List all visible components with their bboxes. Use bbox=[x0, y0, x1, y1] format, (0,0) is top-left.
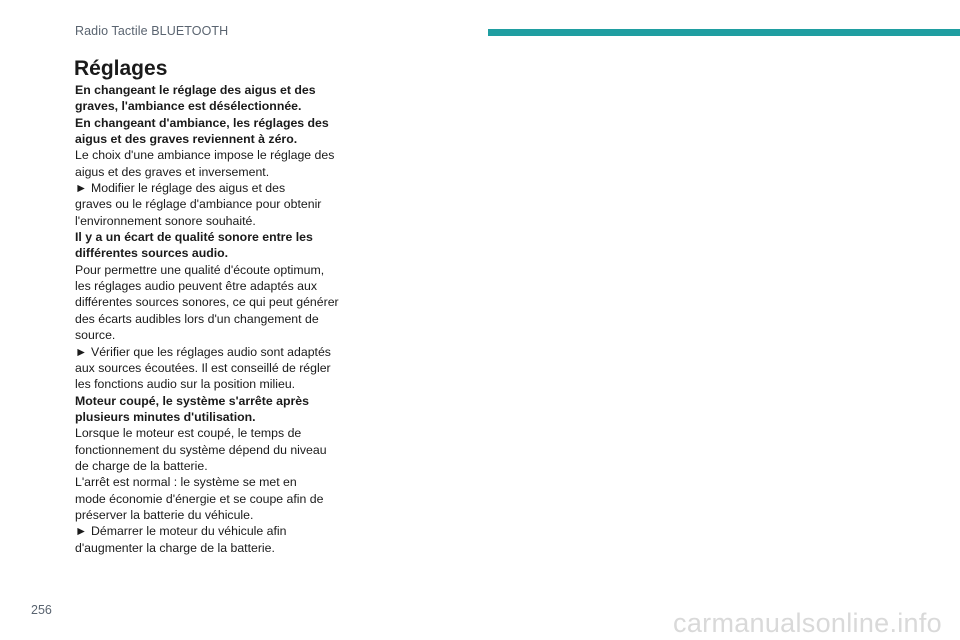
header-accent-bar bbox=[488, 29, 960, 36]
paragraph-text: Vérifier que les réglages audio sont adaptés aux sources écoutées. Il est conseillé de régler les fonctions audio sur la position milieu. bbox=[75, 344, 331, 392]
bold-paragraph bbox=[75, 115, 350, 148]
paragraph-text: Le choix d'une ambiance impose le réglage des aigus et des graves et inversement. bbox=[75, 148, 335, 179]
paragraph-text: Il y a un écart de qualité sonore entre les différentes sources audio. bbox=[75, 230, 313, 261]
paragraph bbox=[75, 474, 350, 523]
paragraph-text: Pour permettre une qualité d'écoute optimum, les réglages audio peuvent être adaptés aux différentes sources sonores, ce qui peut générer des écarts audibles lors d'un changement de source. bbox=[75, 262, 339, 343]
bullet-paragraph bbox=[75, 344, 350, 393]
watermark: carmanualsonline.info bbox=[673, 608, 942, 638]
arrow-bullet-icon: ► bbox=[75, 524, 88, 539]
bold-paragraph bbox=[75, 82, 350, 115]
bullet-paragraph bbox=[75, 180, 350, 229]
paragraph-text: Moteur coupé, le système s'arrête après plusieurs minutes d'utilisation. bbox=[75, 393, 309, 424]
paragraph bbox=[75, 425, 350, 474]
paragraph-text: Modifier le réglage des aigus et des graves ou le réglage d'ambiance pour obtenir l'environnement sonore souhaité. bbox=[75, 181, 322, 228]
bold-paragraph bbox=[75, 229, 350, 262]
arrow-bullet-icon: ► bbox=[75, 344, 88, 359]
running-header: Radio Tactile BLUETOOTH bbox=[75, 24, 229, 38]
paragraph-text: En changeant d'ambiance, les réglages des aigus et des graves reviennent à zéro. bbox=[75, 115, 329, 147]
paragraph-text: Démarrer le moteur du véhicule afin d'augmenter la charge de la batterie. bbox=[75, 524, 287, 555]
page-number: 256 bbox=[31, 603, 52, 617]
paragraph bbox=[75, 147, 350, 180]
arrow-bullet-icon: ► bbox=[75, 181, 88, 196]
section-title: Réglages bbox=[74, 57, 168, 80]
paragraph-text: Lorsque le moteur est coupé, le temps de fonctionnement du système dépend du niveau de charge de la batterie. bbox=[75, 426, 327, 473]
paragraph-text: En changeant le réglage des aigus et des graves, l'ambiance est désélectionnée. bbox=[75, 83, 316, 114]
body-text bbox=[75, 82, 350, 556]
paragraph-text: L'arrêt est normal : le système se met en mode économie d'énergie et se coupe afin de préserver la batterie du véhicule. bbox=[75, 475, 324, 522]
paragraph bbox=[75, 262, 350, 344]
bullet-paragraph bbox=[75, 523, 350, 556]
bold-paragraph bbox=[75, 393, 350, 426]
